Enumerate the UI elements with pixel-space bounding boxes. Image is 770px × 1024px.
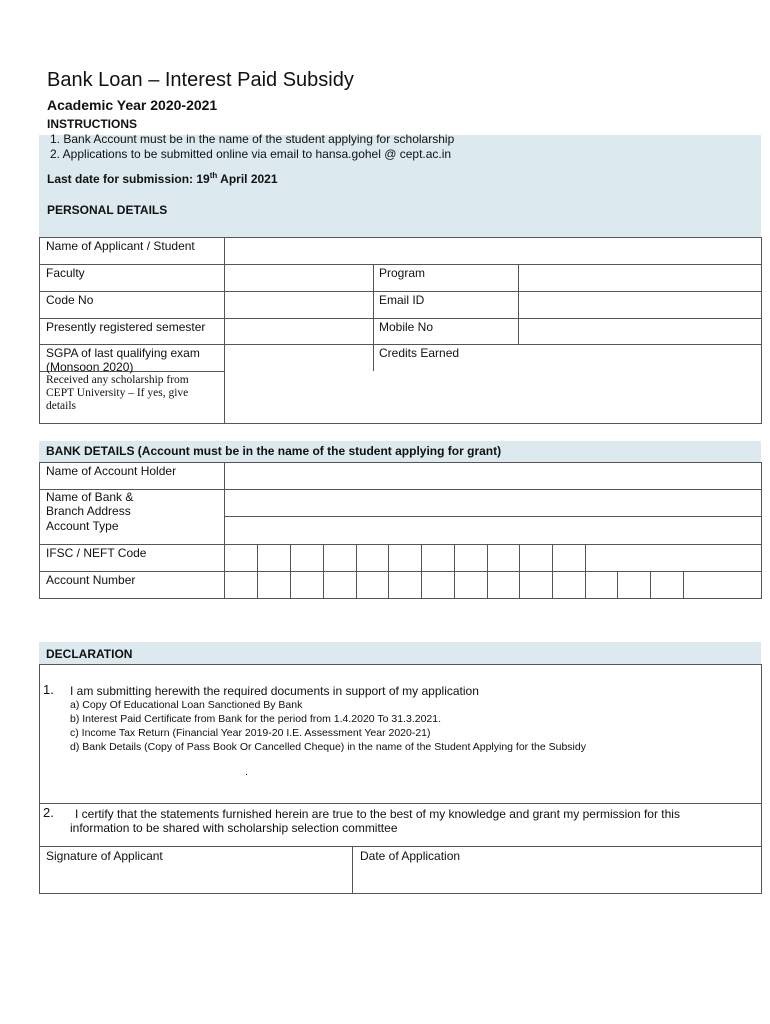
declaration-item-b: b) Interest Paid Certificate from Bank for the period from 1.4.2020 To 31.3.2021. xyxy=(70,713,442,725)
applicant-name-label: Name of Applicant / Student xyxy=(46,239,195,253)
applicant-name-field[interactable] xyxy=(226,239,760,263)
mobile-field[interactable] xyxy=(520,320,760,343)
ifsc-field[interactable] xyxy=(226,546,760,570)
sgpa-label: SGPA of last qualifying exam (Monsoon 2020) xyxy=(46,346,200,374)
instruction-item-1: 1. Bank Account must be in the name of the student applying for scholarship xyxy=(50,132,455,146)
last-date: Last date for submission: 19th April 2021 xyxy=(47,171,278,186)
account-number-label: Account Number xyxy=(46,573,136,587)
bank-name-field[interactable] xyxy=(226,491,760,515)
page-title: Bank Loan – Interest Paid Subsidy xyxy=(47,69,354,91)
declaration-bar xyxy=(39,642,761,664)
credits-field[interactable] xyxy=(375,346,760,422)
scholarship-field[interactable] xyxy=(226,373,372,422)
declaration-item-d: d) Bank Details (Copy of Pass Book Or Cancelled Cheque) in the name of the Student Applying for the Subsidy xyxy=(70,741,586,753)
declaration-item-c: c) Income Tax Return (Financial Year 2019-20 I.E. Assessment Year 2020-21) xyxy=(70,727,431,739)
account-holder-label: Name of Account Holder xyxy=(46,464,177,478)
scholarship-label: Received any scholarship from CEPT University – If yes, give details xyxy=(46,374,189,412)
signature-label: Signature of Applicant xyxy=(46,849,163,863)
academic-year: Academic Year 2020-2021 xyxy=(47,97,218,113)
semester-field[interactable] xyxy=(226,320,372,343)
account-type-label: Account Type xyxy=(46,519,119,533)
declaration-text-1: I am submitting herewith the required documents in support of my application xyxy=(70,684,479,698)
code-no-label: Code No xyxy=(46,293,94,307)
email-label: Email ID xyxy=(379,293,425,307)
declaration-item-a: a) Copy Of Educational Loan Sanctioned By Bank xyxy=(70,699,303,711)
code-no-field[interactable] xyxy=(226,293,372,317)
account-number-field[interactable] xyxy=(226,573,760,597)
mobile-label: Mobile No xyxy=(379,320,434,334)
signature-field[interactable] xyxy=(41,862,350,892)
instructions-heading: INSTRUCTIONS xyxy=(47,117,137,131)
date-label: Date of Application xyxy=(360,849,461,863)
email-field[interactable] xyxy=(520,293,760,317)
personal-details-heading: PERSONAL DETAILS xyxy=(47,203,168,217)
instruction-item-2: 2. Applications to be submitted online via email to hansa.gohel @ cept.ac.in xyxy=(50,147,452,161)
faculty-label: Faculty xyxy=(46,266,85,280)
program-field[interactable] xyxy=(520,266,760,290)
declaration-number-2: 2. xyxy=(43,805,54,820)
credits-label: Credits Earned xyxy=(379,346,460,360)
ifsc-label: IFSC / NEFT Code xyxy=(46,546,147,560)
account-type-field[interactable] xyxy=(226,518,760,543)
date-field[interactable] xyxy=(354,862,760,892)
semester-label: Presently registered semester xyxy=(46,320,206,334)
faculty-field[interactable] xyxy=(226,266,372,290)
declaration-heading: DECLARATION xyxy=(46,647,133,661)
declaration-number-1: 1. xyxy=(43,682,54,697)
account-holder-field[interactable] xyxy=(226,464,760,488)
bank-details-heading: BANK DETAILS (Account must be in the name of the student applying for grant) xyxy=(46,444,502,458)
declaration-text-2: I certify that the statements furnished herein are true to the best of my knowledge and grant my permission for this information to be shared with scholarship selection committee xyxy=(70,807,680,835)
sgpa-field[interactable] xyxy=(226,346,372,370)
program-label: Program xyxy=(379,266,426,280)
bank-name-label: Name of Bank & Branch Address xyxy=(46,490,134,518)
declaration-dot: . xyxy=(245,766,248,778)
